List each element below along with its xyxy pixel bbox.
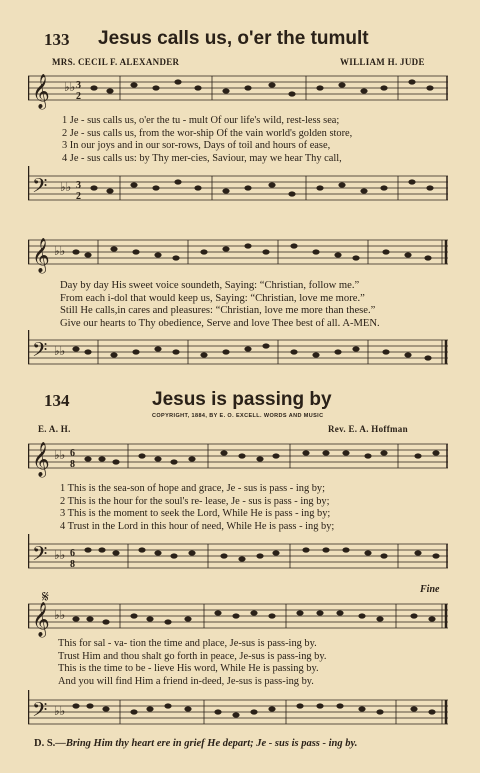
hymn-number: 134 [44, 391, 70, 410]
svg-text:6: 6 [70, 548, 75, 559]
verse-2: 2 Je - sus calls us, from the wor-ship Of the vain world's golden store, [62, 127, 353, 139]
hymn-composer: Rev. E. A. Hoffman [328, 424, 408, 434]
hymn133-verses-line1 [62, 115, 352, 165]
svg-text:𝄢: 𝄢 [32, 544, 48, 570]
svg-text:♭♭: ♭♭ [54, 448, 66, 462]
verse-4-cont: And you will find Him a friend in-deed, Je-sus is pass-ing by. [58, 675, 314, 687]
svg-text:𝄢: 𝄢 [32, 176, 48, 202]
music-staff-bass [28, 534, 448, 580]
verse-4: 4 Je - sus calls us: by Thy mer-cies, Saviour, may we hear Thy call, [62, 152, 342, 164]
music-staff-bass [28, 330, 448, 376]
segno-icon: 𝄋 [42, 592, 49, 606]
hymn133-verses-line2 [60, 280, 380, 330]
fine-marking: Fine [420, 584, 440, 595]
hymn-title: Jesus is passing by [152, 389, 332, 410]
svg-text:𝄞: 𝄞 [32, 603, 50, 636]
svg-text:♭♭: ♭♭ [54, 704, 66, 718]
svg-text:3: 3 [76, 80, 81, 91]
svg-text:♭♭: ♭♭ [54, 608, 66, 622]
svg-text:𝄢: 𝄢 [32, 700, 48, 726]
svg-text:♭♭: ♭♭ [54, 548, 66, 562]
svg-text:𝄞: 𝄞 [32, 239, 50, 272]
hymn134-verses-line1 [60, 483, 334, 533]
verse-1: 1 Je - sus calls us, o'er the tu - mult Of our life's wild, rest-less sea; [62, 115, 340, 126]
svg-text:𝄢: 𝄢 [32, 340, 48, 366]
dal-segno-line [34, 738, 357, 749]
svg-text:♭♭: ♭♭ [60, 180, 72, 194]
verse-2-cont: From each i-dol that would keep us, Saying: “Christian, love me more.” [60, 292, 365, 304]
svg-text:𝄞: 𝄞 [32, 75, 50, 108]
hymn-author: E. A. H. [38, 424, 71, 434]
svg-text:6: 6 [70, 448, 75, 459]
svg-text:8: 8 [70, 559, 75, 570]
music-staff-bass [28, 690, 448, 736]
verse-1-cont: This for sal - va- tion the time and place, Je-sus is pass-ing by. [58, 638, 317, 649]
hymn-composer: WILLIAM H. JUDE [340, 57, 425, 67]
svg-text:2: 2 [76, 91, 81, 102]
verse-3-cont: This is the time to be - lieve His word, While He is passing by. [58, 663, 319, 675]
svg-text:𝄞: 𝄞 [32, 443, 50, 476]
hymn-number: 133 [44, 30, 70, 49]
ds-text: Bring Him thy heart ere in grief He depart; Je - sus is pass - ing by. [65, 738, 358, 749]
hymn-title: Jesus calls us, o'er the tumult [98, 28, 369, 49]
music-staff-treble [28, 68, 448, 114]
svg-text:♭♭: ♭♭ [54, 344, 66, 358]
verse-3: 3 This is the moment to seek the Lord, While He is pass - ing by; [60, 508, 331, 520]
hymn-author: MRS. CECIL F. ALEXANDER [52, 57, 180, 67]
verse-3-cont: Still He calls,in cares and pleasures: “Christian, love me more than these.” [60, 305, 376, 317]
verse-4-cont: Give our hearts to Thy obedience, Serve and love Thee best of all. A-MEN. [60, 317, 380, 329]
hymn134-verses-line2 [58, 638, 327, 688]
svg-text:♭♭: ♭♭ [64, 80, 76, 94]
verse-3: 3 In our joys and in our sor-rows, Days of toil and hours of ease, [62, 140, 331, 152]
music-staff-treble [28, 436, 448, 482]
svg-text:♭♭: ♭♭ [54, 244, 66, 258]
verse-1-cont: Day by day His sweet voice soundeth, Saying: “Christian, follow me.” [60, 280, 360, 291]
svg-text:8: 8 [70, 459, 75, 470]
svg-text:2: 2 [76, 191, 81, 202]
verse-2: 2 This is the hour for the soul's re- lease, Je - sus is pass - ing by; [60, 495, 330, 507]
svg-text:3: 3 [76, 180, 81, 191]
ds-label: D. S.— [34, 738, 66, 749]
copyright-notice: COPYRIGHT, 1884, BY E. O. EXCELL. WORDS AND MUSIC [152, 413, 324, 419]
verse-1: 1 This is the sea-son of hope and grace, Je - sus is pass - ing by; [60, 483, 326, 494]
verse-2-cont: Trust Him and thou shalt go forth in peace, Je-sus is pass-ing by. [58, 650, 327, 662]
verse-4: 4 Trust in the Lord in this hour of need, While He is pass - ing by; [60, 520, 335, 532]
music-staff-treble [28, 592, 448, 638]
music-staff-bass [28, 166, 448, 212]
music-staff-treble [28, 232, 448, 278]
